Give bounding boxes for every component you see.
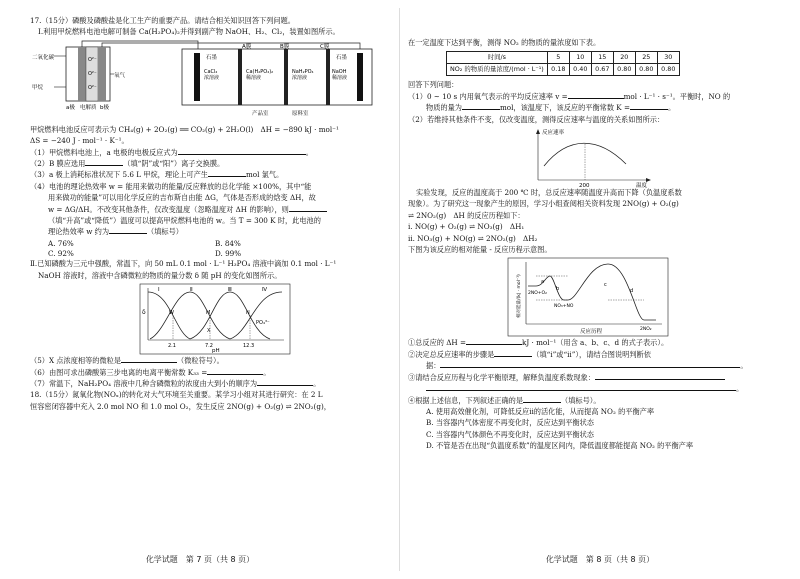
q5-text	[30, 356, 382, 366]
q4-option-b[interactable]: B. 84%	[215, 238, 241, 248]
answer-blank[interactable]	[257, 379, 313, 386]
q4-line-1: （4）电池的理论热效率 w = 能用来做功的能量/反应释放的总化学能 ×100%，其中“能	[30, 181, 312, 191]
curve-3-label: Ⅲ	[228, 287, 232, 294]
q4-line-2: 用来做功的能量”可以用化学反应的吉布斯自由能 ΔG，气体是否形成的焓变 ΔH，故	[48, 193, 316, 203]
q4-option-c[interactable]: C. 92%	[48, 249, 74, 259]
q4-option-d[interactable]: D. 99%	[215, 249, 242, 259]
c4-text	[408, 396, 774, 406]
table-cell: 0.80	[613, 64, 635, 76]
q3-text	[30, 170, 382, 180]
answer-blank[interactable]	[630, 103, 668, 110]
q3-label: （3）a 极上消耗标准状况下 5.6 L 甲烷，理论上可产生	[30, 170, 208, 180]
membrane-c-label: C膜	[320, 43, 330, 50]
fig4-ylabel: 相对能量/(kJ · mol⁻¹)	[517, 274, 522, 319]
phosphate-distribution-figure	[30, 282, 382, 356]
q4-line-4: （填“升高”或“降低”）温度可以提高甲烷燃料电池的 w。当 T = 300 K 时，此电池的	[48, 216, 321, 226]
r1-line-1	[408, 92, 774, 102]
c2-suffix: （填“ⅰ”或“ⅱ”），请结合图说明判断依	[532, 349, 651, 359]
table-cell: 0.80	[657, 64, 679, 76]
part1-intro: Ⅰ.利用甲烷燃料电池电解可制备 Ca(H₂PO₄)₂并得到副产物 NaOH、H₂、Cl₂，装置如图所示。	[38, 27, 340, 37]
electrode-b-label: b极	[100, 104, 109, 111]
membrane-b-label: B膜	[280, 43, 290, 50]
answer-blank[interactable]	[121, 356, 177, 363]
answer-blank[interactable]	[466, 338, 522, 345]
species-label: PO₄³⁻	[256, 320, 270, 327]
answer-blank[interactable]	[494, 350, 532, 357]
page-7-content	[30, 16, 382, 413]
tick-3: 12.3	[243, 343, 255, 350]
q18-line-2: 恒容密闭容器中充入 2.0 mol NO 和 1.0 mol O₂，发生反应 2NO(g) + O₂(g) ⇌ 2NO₂(g)，	[30, 401, 331, 411]
answer-blank[interactable]	[523, 396, 561, 403]
fig2-ylabel: δ	[142, 309, 146, 317]
raw-material-room-label: 原料室	[292, 110, 309, 117]
electrolysis-apparatus-figure	[30, 39, 382, 125]
table-cell: 25	[635, 52, 657, 64]
step-2: ⅱ. NO₃(g) + NO(g) ⇌ 2NO₂(g) ΔH₂	[408, 233, 538, 243]
thermo-equation: 甲烷燃料电池反应可表示为 CH₄(g) + 2O₂(g) ══ CO₂(g) + 2H₂O(l) ΔH = −890 kJ · mol⁻¹	[30, 124, 339, 134]
r2-text: （2）若维持其他条件不变，仅改变温度，测得反应速率与温度的关系如图所示：	[408, 114, 665, 124]
answer-blank[interactable]	[426, 384, 736, 391]
c4-label: ④根据上述信息，下列叙述正确的是	[408, 395, 524, 405]
table-cell: 10	[569, 52, 591, 64]
q6-suffix: 。	[263, 367, 271, 377]
fig4-end-label: 2NO₂	[640, 327, 652, 333]
c4-option-c[interactable]: C. 当容器内气体颜色不再变化时，反应达到平衡状态	[426, 429, 594, 439]
graphite-right-label: 石墨	[336, 54, 348, 61]
solution-2-label: Ca(H₂PO₄)₂ 稀溶液	[246, 68, 274, 81]
point-n-label: N	[246, 310, 250, 317]
r1-k-label: mol，该温度下，该反应的平衡常数 K =	[499, 103, 630, 113]
c1-label: ①总反应的 ΔH =	[408, 338, 466, 348]
q3-suffix: mol 氯气。	[245, 170, 284, 180]
oxygen-label: 氧气	[114, 72, 126, 79]
q7-text	[30, 379, 382, 389]
page-8	[400, 0, 800, 579]
product-room-label: 产品室	[252, 110, 269, 117]
step-1: ⅰ. NO(g) + O₂(g) ⇌ NO₃(g) ΔH₁	[408, 222, 525, 232]
page-8-content	[408, 38, 774, 453]
q4-line-5-text: 理论热效率 w 约为	[48, 227, 110, 237]
curve-2-label: Ⅱ	[190, 287, 193, 294]
fig4-letter-b: b	[556, 286, 560, 293]
table-header-time: 时间/s	[447, 52, 548, 64]
c4-option-b[interactable]: B. 当容器内气体密度不再变化时，反应达到平衡状态	[426, 418, 594, 428]
electrode-a-label: a极	[66, 104, 75, 111]
q4-line-3	[30, 205, 382, 215]
q2-text	[30, 159, 382, 169]
fuel-cell-co2-label: 二氧化碳	[32, 54, 55, 61]
fig4-intro: 下图为该反应的相对能量 - 反应历程示意图。	[408, 245, 552, 255]
answer-blank[interactable]	[208, 170, 246, 177]
q6-label: （6）由图可求出磷酸第三步电离的电离平衡常数 K₃₃ =	[30, 367, 208, 377]
graphite-left-label: 石墨	[206, 54, 218, 61]
c4-option-d[interactable]: D. 不管是否在出现“负温度系数”的温度区间内，降低温度都能提高 NO₂ 的平衡产率	[426, 441, 694, 451]
q4-option-a[interactable]: A. 76%	[48, 238, 74, 248]
fig3-ylabel: 反应速率	[542, 130, 565, 137]
exp-line-3: ⇌ 2NO₂(g) ΔH 的反应历程如下：	[408, 210, 525, 220]
no2-concentration-table	[446, 51, 680, 76]
answer-blank[interactable]	[595, 373, 725, 380]
c3-suffix: 。	[736, 384, 744, 394]
c2-reason	[408, 361, 774, 371]
answer-blank[interactable]	[178, 148, 306, 155]
part2-line-2: NaOH 溶液时，溶液中含磷微粒的物质的量分数 δ 随 pH 的变化如图所示。	[38, 270, 282, 280]
c2-text	[408, 350, 774, 360]
q4-options	[30, 239, 382, 259]
ion-label-2: O²⁻	[88, 70, 97, 77]
answer-blank[interactable]	[109, 227, 147, 234]
table-row	[447, 64, 680, 76]
point-w-label: W	[169, 310, 174, 317]
c2-label: ②决定总反应速率的步骤是	[408, 349, 495, 359]
q6-text	[30, 368, 382, 378]
fig4-letter-d: d	[630, 288, 634, 295]
c2-reason-label: 据：	[426, 361, 441, 371]
point-m-label: M	[206, 310, 211, 317]
page-8-footer: 化学试题 第 8 页（共 8 页）	[545, 555, 655, 564]
table-cell: 5	[547, 52, 569, 64]
answer-blank[interactable]	[462, 103, 500, 110]
fig2-xlabel: pH	[212, 348, 220, 355]
fig3-tick: 200	[579, 183, 590, 189]
q5-suffix: （微粒符号）。	[177, 356, 224, 366]
r1-mol-label: 物质的量为	[426, 103, 462, 113]
r1-suffix: 。	[667, 103, 676, 113]
q4-line-5-suffix: （填标号）	[147, 227, 183, 237]
q1-text: （1）甲烷燃料电池上，a 电极的电极反应式为 。	[30, 147, 313, 157]
c1-text	[408, 338, 774, 348]
page-7-footer: 化学试题 第 7 页（共 8 页）	[145, 555, 255, 564]
thermo-entropy: ΔS = −240 J · mol⁻¹ · K⁻¹。	[30, 136, 129, 146]
c1-suffix: kJ · mol⁻¹（用含 a、b、c、d 的式子表示）。	[522, 338, 669, 348]
table-cell: 20	[613, 52, 635, 64]
table-cell: 0.40	[569, 64, 591, 76]
answer-blank[interactable]	[568, 92, 624, 99]
q4-line-3-text: w = ΔG/ΔH。不改变其他条件，仅改变温度（忽略温度对 ΔH 的影响），则	[48, 204, 289, 214]
table-row	[447, 52, 680, 64]
r1-label: （1）0 ~ 10 s 内用氧气表示的平均反应速率 v =	[408, 91, 568, 101]
c3-text	[408, 373, 774, 383]
q17-intro: 17.（15分）磷酸及磷酸盐是化工生产的重要产品。请结合相关知识回答下列问题。	[30, 16, 295, 25]
fig4-letter-c: c	[604, 282, 607, 289]
fig4-letter-a: a	[541, 279, 545, 286]
table-cell: 0.80	[635, 64, 657, 76]
q2-suffix: （填“阴”或“阳”）离子交换膜。	[123, 159, 225, 169]
fig4-mid-label: NO₃+NO	[554, 304, 574, 310]
q2-label: （2）B 膜应选用	[30, 159, 86, 169]
table-cell: 0.18	[547, 64, 569, 76]
c2-reason-suffix: 。	[740, 361, 748, 371]
c4-option-a[interactable]: A. 使用高效催化剂，可降低反应ⅱ的活化能，从而提高 NO₂ 的平衡产率	[426, 406, 655, 416]
c3-label: ③请结合反应历程与化学平衡原理，解释负温度系数现象：	[408, 372, 595, 382]
table-cell: 15	[591, 52, 613, 64]
table-cell: 30	[657, 52, 679, 64]
q18-line-1: 18.（15分）氮氧化物(NOₓ)的转化对大气环境至关重要。某学习小组对其进行研究：在 2 L	[30, 390, 323, 400]
table-header-concentration: NO₂ 的物质的量浓度/(mol · L⁻¹)	[447, 64, 548, 76]
exp-line-2: 现象）。为了研究这一现象产生的原因，学习小组查阅相关资料发现 2NO(g) + O₂(g)	[408, 199, 679, 209]
rate-temperature-figure	[408, 126, 774, 188]
exp-line-1: 实验发现，反应的温度高于 200 ℃ 时，总反应速率随温度升高而下降（负温度系数	[416, 188, 682, 198]
fig3-xlabel: 温度	[636, 183, 648, 189]
q18-continued: 在一定温度下达到平衡，测得 NO₂ 的物质的量浓度如下表。	[408, 38, 601, 47]
solution-3-label: NaH₂PO₄ 浓溶液	[292, 68, 314, 81]
q1-label: （1）甲烷燃料电池上，a 电极的电极反应式为	[30, 147, 178, 157]
tick-2: 7.2	[205, 343, 213, 350]
point-x-label: X	[207, 328, 211, 335]
answer-blank[interactable]	[85, 159, 123, 166]
q5-label: （5）X 点浓度相等的微粒是	[30, 356, 122, 366]
ion-label-1: O²⁻	[88, 56, 97, 63]
tick-1: 2.1	[168, 343, 176, 350]
membrane-a-label: A膜	[242, 43, 252, 50]
r1-line-2	[408, 103, 774, 113]
fig4-start-label: 2NO+O₂	[528, 291, 547, 297]
electrolyte-label: 电解质	[80, 104, 97, 111]
part2-line-1: Ⅱ.已知磷酸为三元中强酸，常温下，向 50 mL 0.1 mol · L⁻¹ H₃PO₄ 溶液中滴加 0.1 mol · L⁻¹	[30, 259, 337, 269]
c3-continued	[408, 384, 774, 394]
ion-label-3: O²⁻	[88, 84, 97, 91]
answer-blank[interactable]	[440, 361, 740, 368]
answer-blank[interactable]	[289, 205, 327, 212]
fig4-xlabel: 反应历程	[580, 329, 603, 336]
curve-4-label: Ⅳ	[262, 287, 268, 294]
c4-suffix: （填标号）。	[561, 395, 601, 405]
solution-4-label: NaOH 稀溶液	[332, 68, 348, 81]
energy-profile-figure	[408, 256, 774, 338]
table-cell: 0.67	[591, 64, 613, 76]
answer-prompt: 回答下列问题：	[408, 80, 459, 90]
curve-1-label: Ⅰ	[158, 287, 160, 294]
solution-1-label: CaCl₂ 浓溶液	[204, 68, 220, 81]
r1-unit: mol · L⁻¹ · s⁻¹。平衡时，NO 的	[623, 91, 731, 101]
q7-suffix: 。	[313, 378, 321, 388]
q4-line-5	[30, 227, 382, 237]
q7-label: （7）常温下，NaH₂PO₄ 溶液中几种含磷微粒的浓度由大到小的顺序为	[30, 378, 258, 388]
methane-label: 甲烷	[32, 84, 44, 91]
answer-blank[interactable]	[207, 368, 263, 375]
